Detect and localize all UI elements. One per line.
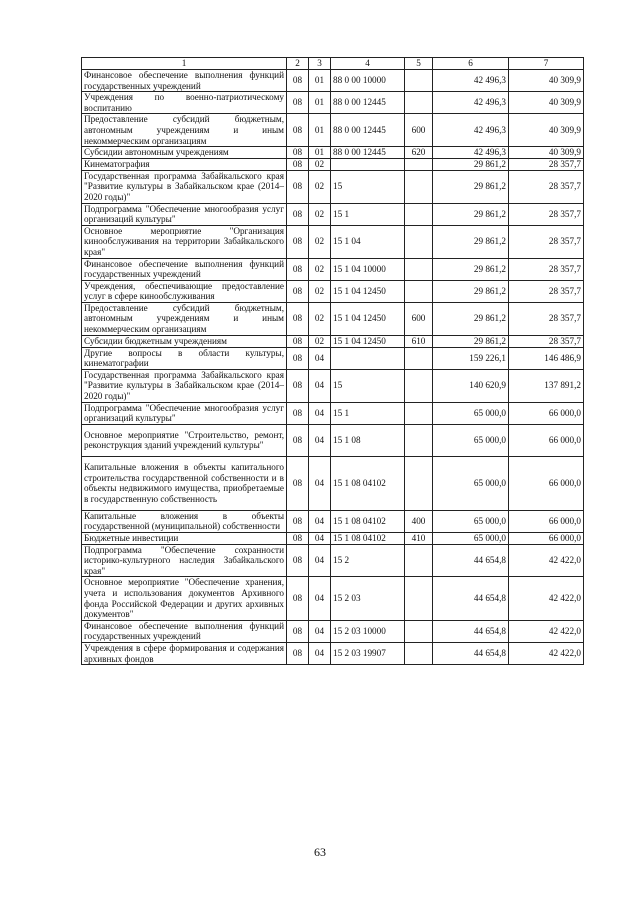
row-amount-year1: 65 000,0	[433, 402, 509, 424]
row-section: 08	[287, 203, 309, 225]
row-expense-type: 600	[405, 302, 433, 335]
row-section: 08	[287, 347, 309, 369]
row-subsection: 01	[309, 147, 331, 159]
row-target-code: 15	[331, 369, 405, 402]
row-expense-type	[405, 424, 433, 456]
table-row	[82, 170, 584, 203]
row-name: Предоставление субсидий бюджетным, автономным учреждениям и иным некоммерческим организациям	[82, 302, 287, 335]
row-expense-type	[405, 369, 433, 402]
table-row	[82, 92, 584, 114]
row-name: Субсидии бюджетным учреждениям	[82, 335, 287, 347]
row-name: Субсидии автономным учреждениям	[82, 147, 287, 159]
row-subsection: 01	[309, 70, 331, 92]
row-amount-year1: 159 226,1	[433, 347, 509, 369]
row-subsection: 04	[309, 533, 331, 545]
column-header: 4	[331, 58, 405, 70]
row-target-code	[331, 347, 405, 369]
row-name: Учреждения, обеспечивающие предоставление услуг в сфере кинообслуживания	[82, 280, 287, 302]
table-row	[82, 642, 584, 664]
row-amount-year1: 44 654,8	[433, 620, 509, 642]
row-amount-year2: 28 357,7	[509, 335, 584, 347]
row-section: 08	[287, 158, 309, 170]
table-row	[82, 70, 584, 92]
row-amount-year1: 44 654,8	[433, 642, 509, 664]
row-expense-type	[405, 402, 433, 424]
row-expense-type	[405, 456, 433, 510]
row-subsection: 04	[309, 620, 331, 642]
row-target-code	[331, 158, 405, 170]
row-amount-year1: 29 861,2	[433, 225, 509, 258]
row-expense-type	[405, 225, 433, 258]
row-expense-type	[405, 280, 433, 302]
row-target-code: 15 1 04 10000	[331, 258, 405, 280]
row-expense-type	[405, 544, 433, 577]
row-section: 08	[287, 402, 309, 424]
table-row	[82, 114, 584, 147]
row-name: Предоставление субсидий бюджетным, автономным учреждениям и иным некоммерческим организациям	[82, 114, 287, 147]
row-subsection: 02	[309, 225, 331, 258]
row-amount-year1: 42 496,3	[433, 92, 509, 114]
row-amount-year1: 29 861,2	[433, 302, 509, 335]
row-name: Подпрограмма "Обеспечение сохранности историко-культурного наследия Забайкальского края"	[82, 544, 287, 577]
row-amount-year2: 40 309,9	[509, 70, 584, 92]
row-section: 08	[287, 114, 309, 147]
row-name: Другие вопросы в области культуры, кинематографии	[82, 347, 287, 369]
row-expense-type: 600	[405, 114, 433, 147]
row-subsection: 02	[309, 280, 331, 302]
row-subsection: 01	[309, 92, 331, 114]
row-amount-year1: 29 861,2	[433, 158, 509, 170]
row-subsection: 04	[309, 402, 331, 424]
table-row	[82, 302, 584, 335]
row-amount-year2: 28 357,7	[509, 302, 584, 335]
row-amount-year1: 65 000,0	[433, 456, 509, 510]
table-row	[82, 544, 584, 577]
row-target-code: 15 1	[331, 203, 405, 225]
row-amount-year1: 29 861,2	[433, 170, 509, 203]
row-subsection: 04	[309, 510, 331, 532]
row-section: 08	[287, 510, 309, 532]
row-amount-year1: 65 000,0	[433, 533, 509, 545]
table-row	[82, 456, 584, 510]
row-target-code: 15 1 08 04102	[331, 510, 405, 532]
row-amount-year2: 28 357,7	[509, 225, 584, 258]
row-name: Финансовое обеспечение выполнения функций государственных учреждений	[82, 258, 287, 280]
row-target-code: 15	[331, 170, 405, 203]
row-amount-year2: 28 357,7	[509, 170, 584, 203]
row-target-code: 15 2	[331, 544, 405, 577]
page-number: 63	[314, 845, 326, 859]
row-expense-type	[405, 347, 433, 369]
row-target-code: 15 2 03 19907	[331, 642, 405, 664]
row-target-code: 88 0 00 10000	[331, 70, 405, 92]
row-target-code: 15 1 04 12450	[331, 335, 405, 347]
row-amount-year2: 42 422,0	[509, 544, 584, 577]
table-row	[82, 158, 584, 170]
row-amount-year2: 28 357,7	[509, 203, 584, 225]
row-section: 08	[287, 424, 309, 456]
row-subsection: 04	[309, 456, 331, 510]
row-subsection: 01	[309, 114, 331, 147]
row-expense-type	[405, 620, 433, 642]
row-expense-type	[405, 258, 433, 280]
row-name: Капитальные вложения в объекты капитального строительства государственной собственности и в объекты недвижимого имущества, приобретаемые в государственную собственность	[82, 456, 287, 510]
row-amount-year2: 146 486,9	[509, 347, 584, 369]
table-row	[82, 620, 584, 642]
row-section: 08	[287, 70, 309, 92]
table-row	[82, 402, 584, 424]
table-row	[82, 258, 584, 280]
row-amount-year2: 28 357,7	[509, 258, 584, 280]
row-target-code: 15 1	[331, 402, 405, 424]
row-section: 08	[287, 544, 309, 577]
row-target-code: 15 1 08	[331, 424, 405, 456]
table-row	[82, 225, 584, 258]
row-name: Основное мероприятие "Обеспечение хранения, учета и использования документов Архивного фонда Российской Федерации и других архивных документов"	[82, 577, 287, 620]
column-header: 2	[287, 58, 309, 70]
row-section: 08	[287, 620, 309, 642]
row-subsection: 02	[309, 158, 331, 170]
row-subsection: 02	[309, 335, 331, 347]
row-section: 08	[287, 577, 309, 620]
row-section: 08	[287, 258, 309, 280]
row-section: 08	[287, 642, 309, 664]
row-expense-type: 610	[405, 335, 433, 347]
row-amount-year2: 66 000,0	[509, 510, 584, 532]
table-row	[82, 347, 584, 369]
row-section: 08	[287, 335, 309, 347]
row-subsection: 04	[309, 544, 331, 577]
row-section: 08	[287, 533, 309, 545]
row-expense-type: 410	[405, 533, 433, 545]
row-amount-year2: 40 309,9	[509, 92, 584, 114]
row-target-code: 15 1 08 04102	[331, 533, 405, 545]
row-subsection: 04	[309, 369, 331, 402]
row-amount-year1: 65 000,0	[433, 510, 509, 532]
column-header: 3	[309, 58, 331, 70]
row-name: Государственная программа Забайкальского края "Развитие культуры в Забайкальском крае (2014–2020 годы)"	[82, 369, 287, 402]
row-section: 08	[287, 92, 309, 114]
column-header: 5	[405, 58, 433, 70]
row-name: Капитальные вложения в объекты государственной (муниципальной) собственности	[82, 510, 287, 532]
row-amount-year1: 29 861,2	[433, 280, 509, 302]
table-row	[82, 203, 584, 225]
row-target-code: 15 1 04	[331, 225, 405, 258]
row-section: 08	[287, 147, 309, 159]
row-amount-year1: 65 000,0	[433, 424, 509, 456]
row-section: 08	[287, 456, 309, 510]
row-amount-year1: 29 861,2	[433, 258, 509, 280]
row-amount-year1: 29 861,2	[433, 203, 509, 225]
row-section: 08	[287, 369, 309, 402]
budget-table	[81, 57, 584, 665]
row-name: Финансовое обеспечение выполнения функций государственных учреждений	[82, 70, 287, 92]
row-amount-year2: 40 309,9	[509, 147, 584, 159]
table-row	[82, 147, 584, 159]
row-expense-type	[405, 203, 433, 225]
row-amount-year2: 42 422,0	[509, 620, 584, 642]
row-subsection: 02	[309, 302, 331, 335]
row-amount-year2: 66 000,0	[509, 424, 584, 456]
table-row	[82, 335, 584, 347]
row-subsection: 02	[309, 203, 331, 225]
row-expense-type	[405, 642, 433, 664]
row-name: Подпрограмма "Обеспечение многообразия услуг организаций культуры"	[82, 203, 287, 225]
row-amount-year1: 42 496,3	[433, 114, 509, 147]
row-expense-type	[405, 158, 433, 170]
table-body	[82, 70, 584, 665]
row-name: Основное мероприятие "Организация кинообслуживания на территории Забайкальского края"	[82, 225, 287, 258]
row-expense-type	[405, 70, 433, 92]
row-amount-year1: 44 654,8	[433, 577, 509, 620]
table-row	[82, 280, 584, 302]
row-target-code: 15 1 08 04102	[331, 456, 405, 510]
row-amount-year1: 42 496,3	[433, 70, 509, 92]
row-amount-year1: 140 620,9	[433, 369, 509, 402]
row-subsection: 02	[309, 258, 331, 280]
row-expense-type: 620	[405, 147, 433, 159]
row-expense-type	[405, 170, 433, 203]
row-subsection: 04	[309, 642, 331, 664]
row-name: Учреждения в сфере формирования и содержания архивных фондов	[82, 642, 287, 664]
row-amount-year2: 66 000,0	[509, 402, 584, 424]
row-target-code: 15 1 04 12450	[331, 280, 405, 302]
row-amount-year1: 29 861,2	[433, 335, 509, 347]
row-amount-year1: 42 496,3	[433, 147, 509, 159]
table-row	[82, 424, 584, 456]
row-amount-year2: 40 309,9	[509, 114, 584, 147]
row-amount-year2: 42 422,0	[509, 577, 584, 620]
row-subsection: 02	[309, 170, 331, 203]
row-name: Бюджетные инвестиции	[82, 533, 287, 545]
row-target-code: 88 0 00 12445	[331, 147, 405, 159]
row-name: Основное мероприятие "Строительство, ремонт, реконструкция зданий учреждений культуры"	[82, 424, 287, 456]
row-target-code: 15 1 04 12450	[331, 302, 405, 335]
row-amount-year2: 42 422,0	[509, 642, 584, 664]
row-target-code: 88 0 00 12445	[331, 92, 405, 114]
row-expense-type: 400	[405, 510, 433, 532]
row-name: Подпрограмма "Обеспечение многообразия услуг организаций культуры"	[82, 402, 287, 424]
column-header: 7	[509, 58, 584, 70]
row-subsection: 04	[309, 347, 331, 369]
row-target-code: 15 2 03 10000	[331, 620, 405, 642]
table-header-row	[82, 58, 584, 70]
row-amount-year2: 137 891,2	[509, 369, 584, 402]
row-section: 08	[287, 280, 309, 302]
table-row	[82, 510, 584, 532]
row-amount-year2: 28 357,7	[509, 158, 584, 170]
row-amount-year2: 28 357,7	[509, 280, 584, 302]
table-row	[82, 369, 584, 402]
row-name: Государственная программа Забайкальского края "Развитие культуры в Забайкальском крае (2014–2020 годы)"	[82, 170, 287, 203]
row-expense-type	[405, 92, 433, 114]
row-target-code: 15 2 03	[331, 577, 405, 620]
table-row	[82, 533, 584, 545]
row-expense-type	[405, 577, 433, 620]
row-name: Кинематография	[82, 158, 287, 170]
row-amount-year1: 44 654,8	[433, 544, 509, 577]
column-header: 1	[82, 58, 287, 70]
row-section: 08	[287, 225, 309, 258]
row-target-code: 88 0 00 12445	[331, 114, 405, 147]
row-section: 08	[287, 170, 309, 203]
column-header: 6	[433, 58, 509, 70]
row-subsection: 04	[309, 577, 331, 620]
row-subsection: 04	[309, 424, 331, 456]
table-row	[82, 577, 584, 620]
row-section: 08	[287, 302, 309, 335]
row-name: Учреждения по военно-патриотическому воспитанию	[82, 92, 287, 114]
row-amount-year2: 66 000,0	[509, 533, 584, 545]
row-amount-year2: 66 000,0	[509, 456, 584, 510]
row-name: Финансовое обеспечение выполнения функций государственных учреждений	[82, 620, 287, 642]
